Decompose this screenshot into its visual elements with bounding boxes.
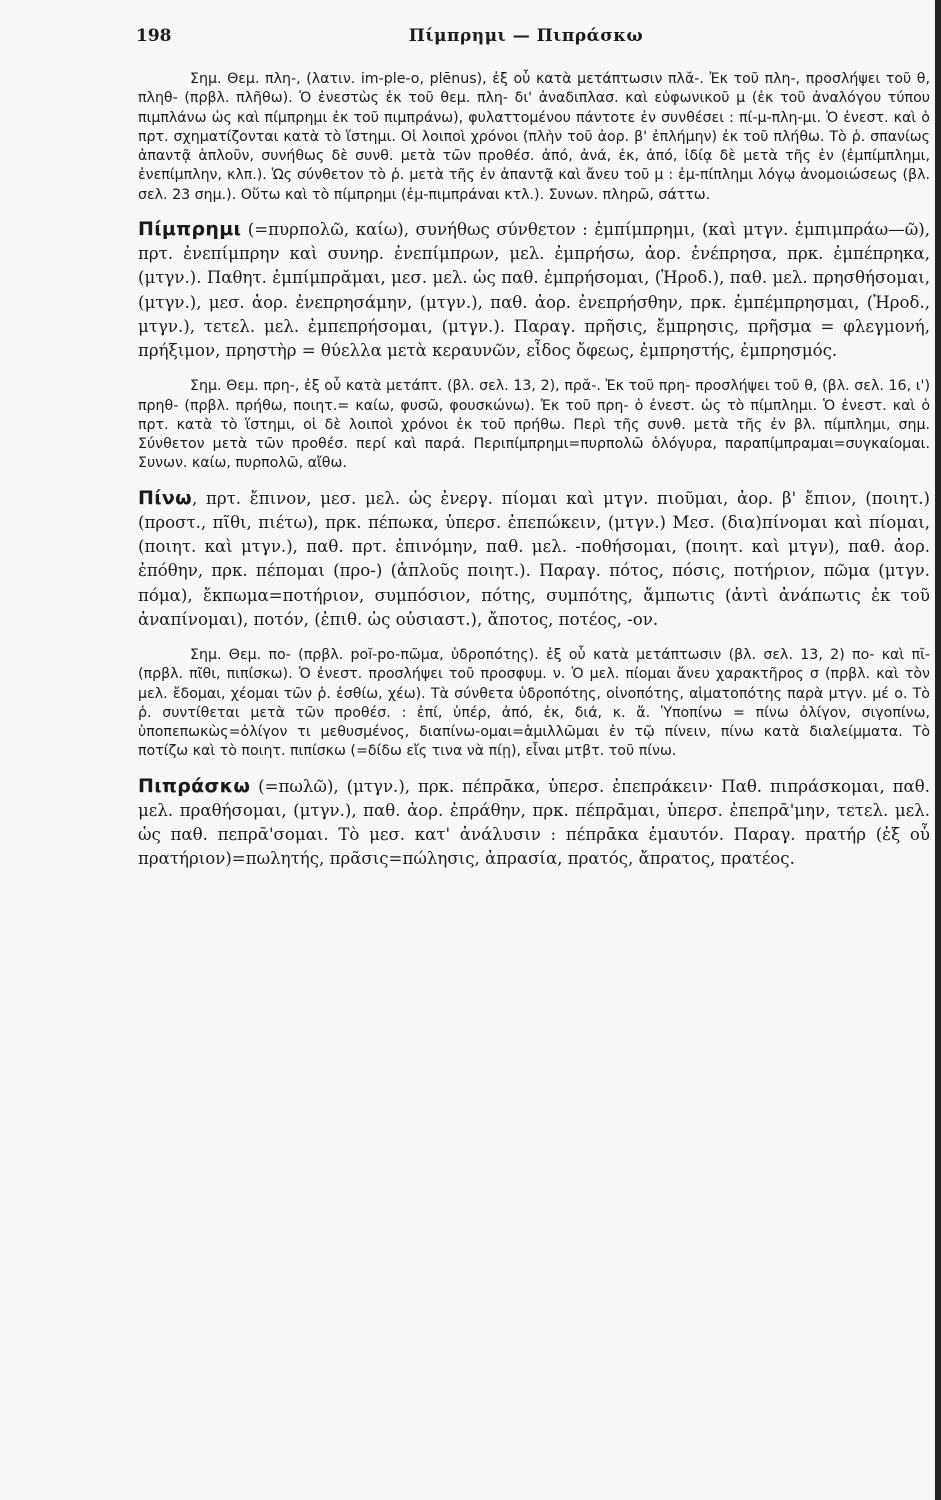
lemma-headword: Πίμπρημι bbox=[138, 218, 242, 241]
page-header bbox=[136, 26, 916, 52]
lemma-headword: Πίνω bbox=[138, 486, 192, 509]
entry-text: (=πωλῶ), (μτγν.), πρκ. πέπρᾱκα, ὑπερσ. ἐπεπράκειν· Παθ. πιπράσκομαι, παθ. μελ. πραθήσομαι, (μτγν.), παθ. ἀορ. ἐπράθην, πρκ. πέπρᾱμαι, ὑπερσ. ἐπεπρᾱ'μην, τετελ. μελ. ὡς παθ. πεπρᾱ'σομαι. Τὸ μεσ. κατ' ἀνάλυσιν : πέπρᾱκα ἐμαυτόν. Παραγ. πρατήρ (ἐξ οὗ πρατήριον)=πωλητής, πρᾶσις=πώλησις, ἀπρασία, πρατός, ἄπρατος, πρατέος. bbox=[138, 776, 930, 869]
note-pimpremi: Σημ. Θεμ. πρη-, ἐξ οὗ κατὰ μετάπτ. (βλ. σελ. 13, 2), πρᾰ-. Ἐκ τοῦ πρη- προσλήψει τοῦ θ, (βλ. σελ. 16, ι') πρηθ- (πρβλ. πρήθω, ποιητ.= καίω, φυσῶ, φουσκώνω). Ἐκ τοῦ πρη- ὁ ἐνεστ. ὡς τὸ πίμπλημι. Ὁ ἐνεστ. καὶ ὁ πρτ. κατὰ τὸ ἵστημι, οἱ δὲ λοιποὶ χρόνοι ἐκ τοῦ πρήθω. Περὶ τῆς συνθ. μετὰ τῆς ἐν βλ. πίμπλημι, σημ. Σύνθετον μετὰ τῶν προθέσ. περί καὶ παρά. Περιπίμπρημι=πυρπολῶ ὁλόγυρα, παραπίμπραμαι=συγκαίομαι. Συνων. καίω, πυρπολῶ, αἴθω. bbox=[138, 378, 930, 472]
note-pimplemi: Σημ. Θεμ. πλη-, (λατιν. im-ple-o, plēnus), ἐξ οὗ κατὰ μετάπτωσιν πλᾰ-. Ἐκ τοῦ πλη-, προσλήψει τοῦ θ, πληθ- (πρβλ. πλῆθω). Ὁ ἐνεστὼς ἐκ τοῦ θεμ. πλη- δι' ἀναδιπλασ. καὶ εὐφωνικοῦ μ (ἐκ τοῦ ἀναλόγου τύπου πιμπλάνω ὡς καὶ πίμπρημι ἐκ τοῦ πιμπράνω), φυλαττομένου πάντοτε ἐν συνθέσει : πί-μ-πλη-μι. Ὁ ἐνεστ. καὶ ὁ πρτ. σχηματίζονται κατὰ τὸ ἵστημι. Οἱ λοιποὶ χρόνοι (πλὴν τοῦ ἀορ. β' ἐπλήμην) ἐκ τοῦ πλήθω. Τὸ ῥ. σπανίως ἀπαντᾷ ἁπλοῦν, συνήθως δὲ συνθ. μετὰ τῶν προθέσ. ἀπό, ἀνά, ἐκ, ἀπό, ἰδίᾳ δὲ μετὰ τῆς ἐν (ἐμπίμπλημι, ἐνεπίμπλην, κλπ.). Ὡς σύνθετον τὸ ῥ. μετὰ τῆς ἐν ἀπαντᾷ καὶ ἄνευ τοῦ μ : ἐμ-πίπλημι λόγῳ ἀνομοιώσεως (βλ. σελ. 23 σημ.). Οὕτω καὶ τὸ πίμπρημι (ἐμ-πιμπράναι κτλ.). Συνων. πληρῶ, σάττω. bbox=[138, 71, 930, 203]
entry-piprasko bbox=[138, 774, 930, 872]
entry-pino bbox=[138, 486, 930, 632]
page-edge-shadow bbox=[935, 0, 941, 1500]
entry-text: (=πυρπολῶ, καίω), συνήθως σύνθετον : ἐμπίμπρημι, (καὶ μτγν. ἐμπιμπράω—ῶ), πρτ. ἐνεπίμπρην καὶ συνηρ. ἐνεπίμπρων, μελ. ἐμπρήσω, ἀορ. ἐνέπρησα, πρκ. ἐμπέπρηκα, (μτγν.). Παθητ. ἐμπίμπρᾰμαι, μεσ. μελ. ὡς παθ. ἐμπρήσομαι, (Ἡροδ.), παθ. μελ. πρησθήσομαι, (μτγν.), μεσ. ἀορ. ἐνεπρησάμην, (μτγν.), παθ. ἀορ. ἐνεπρήσθην, πρκ. ἐμπέμπρησμαι, (Ἡροδ., μτγν.), τετελ. μελ. ἐμπεπρήσομαι, (μτγν.). Παραγ. πρῆσις, ἔμπρησις, πρῆσμα = φλεγμονή, πρήξιμον, πρηστὴρ = θύελλα μετὰ κεραυνῶν, εἶδος ὄφεως, ἐμπρηστής, ἐμπρησμός. bbox=[138, 220, 930, 361]
lemma-headword: Πιπράσκω bbox=[138, 774, 251, 797]
running-head: Πίμπρημι — Πιπράσκω bbox=[408, 26, 644, 46]
entry-text: , πρτ. ἔπινον, μεσ. μελ. ὡς ἐνεργ. πίομαι καὶ μτγν. πιοῦμαι, ἀορ. β' ἔπιον, (ποιητ.) (προστ., πῖθι, πιέτω), πρκ. πέπωκα, ὑπερσ. ἐπεπώκειν, (μτγν.) Μεσ. (δια)πίνομαι καὶ πίομαι, (ποιητ. καὶ μτγν.), παθ. πρτ. ἐπινόμην, παθ. μελ. -ποθήσομαι, (ποιητ. καὶ μτγν), παθ. ἀορ. ἐπόθην, πρκ. πέπομαι (προ-) (ἁπλοῦς ποιητ.). Παραγ. πότος, πόσις, ποτήριον, πῶμα (μτγν. πόμα), ἔκπωμα=ποτήριον, συμπόσιον, πότης, συμπότης, ἄμπωτις (ἀντὶ ἀνάπωτις ἐκ τοῦ ἀναπίνομαι), ποτόν, (ἐπιθ. ὡς οὐσιαστ.), ἄποτος, ποτέος, -ον. bbox=[138, 488, 930, 629]
page-body bbox=[138, 70, 930, 872]
note-pino: Σημ. Θεμ. πο- (πρβλ. poĭ-po-πῶμα, ὑδροπότης). ἐξ οὗ κατὰ μετάπτωσιν (βλ. σελ. 13, 2) πο- καὶ πῐ- (πρβλ. πῖθι, πιπίσκω). Ὁ ἐνεστ. προσλήψει τοῦ προσφυμ. ν. Ὁ μελ. πίομαι ἄνευ χαρακτῆρος σ (πρβλ. καὶ τὸν μελ. ἔδομαι, χέομαι τῶν ῥ. ἐσθίω, χέω). Τὰ σύνθετα ὑδροπότης, οἰνοπότης, αἱματοπότης παρὰ μτγν. μέ ο. Τὸ ῥ. συντίθεται μετὰ τῶν προθέσ. : ἐπί, ὑπέρ, ἀπό, ἐκ, διά, κ. ἄ. Ὑποπίνω = πίνω ὀλίγον, σιγοπίνω, ὑποπεπωκὼς=ὀλίγον τι μεθυσμένος, διαπίνω-ομαι=ἁμιλλῶμαι ἐν τῷ πίνειν, πίνω κατὰ διαλείμματα. Τὸ ποτίζω καὶ τὸ ποιητ. πιπίσκω (=δίδω εἴς τινα νὰ πίῃ), εἶναι μτβτ. τοῦ πίνω. bbox=[138, 647, 930, 760]
entry-pimpremi bbox=[138, 217, 930, 363]
page-number: 198 bbox=[136, 26, 172, 46]
